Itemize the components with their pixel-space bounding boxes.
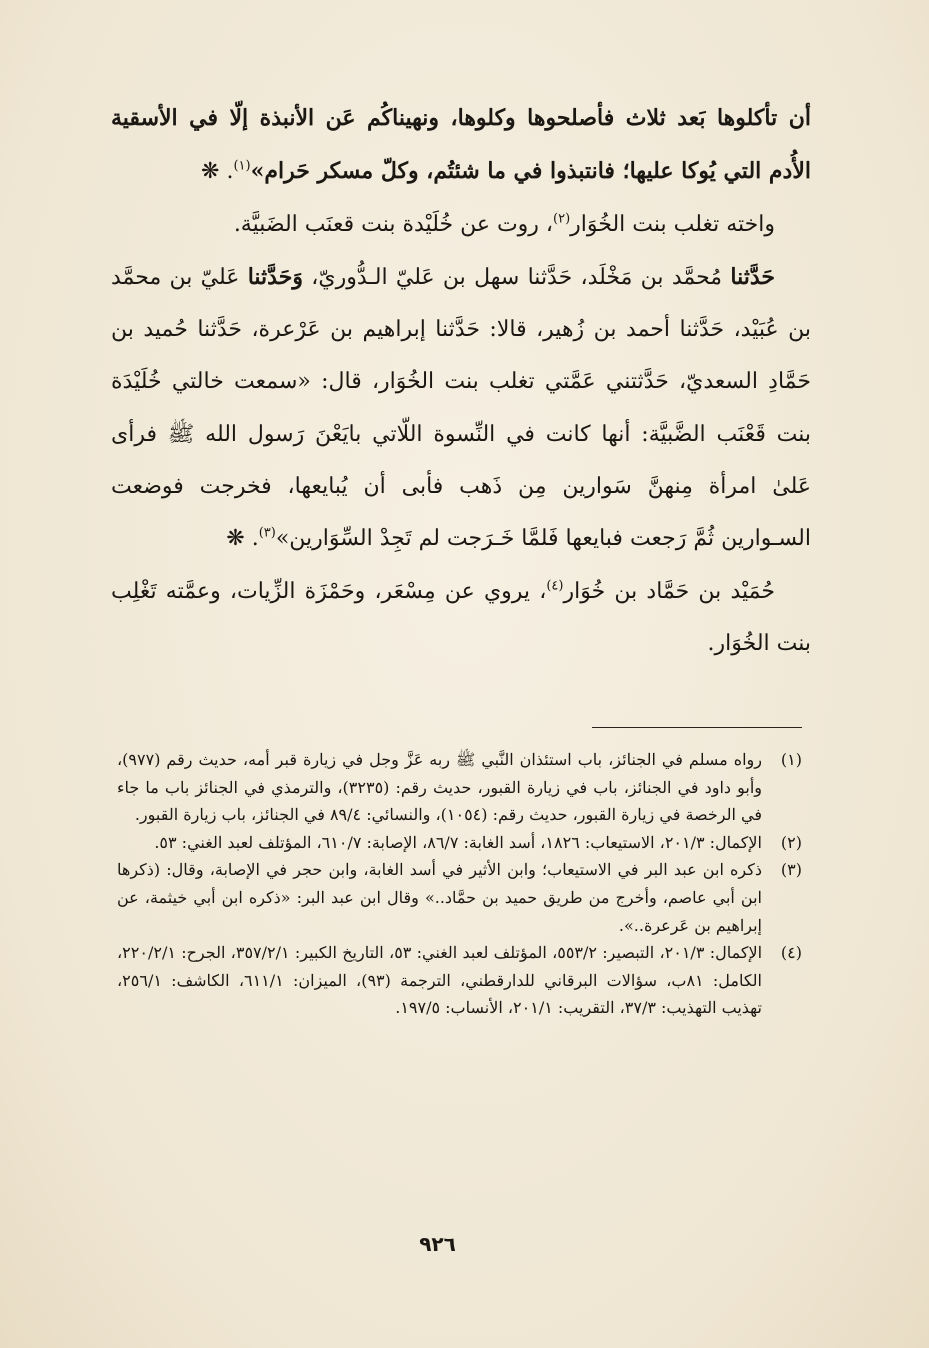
paragraph-isnad bbox=[111, 251, 811, 566]
footnote-divider bbox=[592, 727, 802, 728]
footnotes bbox=[117, 746, 802, 1022]
footnote-1 bbox=[117, 746, 802, 829]
isnad-rest: عَليّ بن محمَّد بن عُبَيْد، حَدَّثنا أحمد بن زُهير، قالا: حَدَّثنا إبراهيم بن عَرْعرة، حَدَّثنا حُميد بن حَمَّادِ السعديّ، حَدَّثتني عَمَّتي تغلب بنت الخُوَار، قال: «سمعت خالتي خُلَيْدَة بنت قَعْنَب الضَّبيَّة: أنها كانت في النِّسوة اللّاتي بايَعْنَ رَسول الله ﷺ فرأى عَلىٰ امرأة مِنهنَّ سَوارين مِن ذَهب فأبى أن يُبايعها، فخرجت فوضعت السـوارين ثُمَّ رَجعت فبايعها فَلمَّا خَـرَجت لم تَجِدْ السِّوَارين» bbox=[111, 264, 811, 552]
footnote-text: الإكمال: ٢٠١/٣، الاستيعاب: ١٨٢٦، أسد الغابة: ٨٦/٧، الإصابة: ٦١٠/٧، المؤتلف لعبد الغني: ٥٣. bbox=[154, 832, 762, 852]
footnote-ref-3: (٣) bbox=[258, 526, 276, 542]
footnote-ref-2: (٢) bbox=[553, 211, 571, 227]
humaid-description: ، يروي عن مِسْعَر، وحَمْزَة الزِّيات، وعمَّته تَغْلِب بنت الخُوَار. bbox=[111, 578, 811, 656]
footnote-text: ذكره ابن عبد البر في الاستيعاب؛ وابن الأثير في أسد الغابة، وابن حجر في الإصابة، وقال: (ذكرها ابن أبي عاصم، وأخرج من طريق حميد بن حمَّاد..» وقال ابن عبد البر: «ذكره ابن أبي خيثمة، عن إبراهيم بن عَرعرة..». bbox=[117, 860, 762, 935]
end-mark: . ❋ bbox=[201, 159, 234, 185]
footnote-number: (١) bbox=[780, 750, 802, 769]
paragraph-humaid bbox=[111, 566, 811, 671]
haddathana-word: حَدَّثنا bbox=[730, 263, 775, 290]
paragraph-hadith-end bbox=[111, 92, 811, 199]
footnote-ref-4: (٤) bbox=[546, 578, 564, 594]
wahaddathana-word: وَحَدَّثنا bbox=[247, 263, 303, 290]
footnote-text: الإكمال: ٢٠١/٣، التبصير: ٥٥٣/٢، المؤتلف لعبد الغني: ٥٣، التاريخ الكبير: ٣٥٧/٢/١، الجرح: ٢٢٠/٢/١، الكامل: ٨١ب، سؤالات البرقاني للدارقطني، الترجمة (٩٣)، الميزان: ٦١١/١، الكاشف: ٢٥٦/١، تهذيب التهذيب: ٣٧/٣، التقريب: ٢٠١/١، الأنساب: ١٩٧/٥. bbox=[117, 943, 763, 1018]
footnote-3 bbox=[117, 856, 802, 939]
footnote-number: (٣) bbox=[780, 860, 802, 880]
footnote-text: رواه مسلم في الجنائز، باب استئذان النَّبي ﷺ ربه عَزَّ وجل في زيارة قبر أمه، حديث رقم (٩٧٧)، وأبو داود في الجنائز، باب في زيارة القبور، حديث رقم: (٣٢٣٥)، والترمذي في الجنائز باب ما جاء في الرخصة في زيارة القبور، حديث رقم: (١٠٥٤)، والنسائي: ٨٩/٤ في الجنائز، باب زيارة القبور. bbox=[117, 750, 763, 825]
paragraph-sister bbox=[111, 199, 811, 251]
main-text bbox=[111, 92, 811, 670]
footnote-ref-1: (١) bbox=[233, 158, 251, 174]
humaid-name: حُمَيْد بن حَمَّاد بن خُوَار bbox=[563, 578, 775, 604]
sister-narration: ، روت عن خُلَيْدة بنت قعنَب الضَبيَّة. bbox=[233, 211, 553, 237]
footnote-4 bbox=[117, 939, 802, 1022]
footnote-2 bbox=[117, 829, 802, 857]
sister-name: واخته تغلب بنت الخُوَار bbox=[570, 211, 775, 237]
hadith-text: أن تأكلوها بَعد ثلاث فأصلحوها وكلوها، ونهيناكُم عَن الأنبذة إلّا في الأسقية الأُدم التي يُوكا عليها؛ فانتبذوا في ما شئتُم، وكلّ مسكر حَرام» bbox=[111, 105, 811, 185]
footnote-number: (٢) bbox=[780, 832, 802, 852]
page-number: ٩٢٦ bbox=[419, 1232, 456, 1256]
end-mark: . ❋ bbox=[226, 526, 259, 552]
footnote-number: (٤) bbox=[780, 943, 802, 963]
isnad-first: مُحمَّد بن مَخْلَد، حَدَّثنا سهل بن عَليّ الـدُّوريّ، bbox=[302, 264, 731, 290]
